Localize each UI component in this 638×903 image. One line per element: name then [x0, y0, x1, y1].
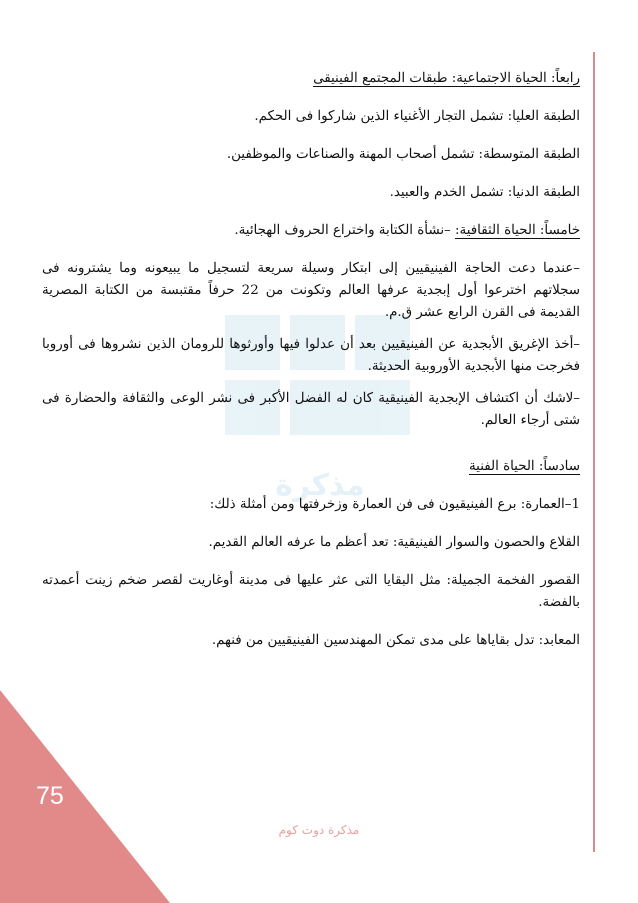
- section5-title: خامساً: الحياة الثقافية:: [455, 223, 580, 238]
- greeks-paragraph: –أخذ الإغريق الأبجدية عن الفينيقيين بعد أن عدلوا فيها وأورثوها للرومان الذين نشروها فى أوروبا فخرجت منها الأبجدية الأوروبية الحديثة.: [42, 337, 580, 374]
- palaces-paragraph: القصور الفخمة الجميلة: مثل البقايا التى عثر عليها فى مدينة أوغاريت لقصر ضخم زينت أعمدته بالفضة.: [42, 573, 580, 610]
- alphabet-paragraph: –لاشك أن اكتشاف الإبجدية الفينيقية كان له الفضل الأكبر فى نشر الوعى والثقافة والحضارة فى شتى أرجاء العالم.: [42, 391, 580, 428]
- architecture-item: 1–العمارة: برع الفينيقيون فى فن العمارة وزخرفتها ومن أمثلة ذلك:: [209, 497, 580, 512]
- page-number: 75: [36, 782, 64, 810]
- writing-paragraph: –عندما دعت الحاجة الفينيقيين إلى ابتكار وسيلة سريعة لتسجيل ما يبيعونه وما يشترونه فى سجلاتهم اخترعوا أول إبجدية عرفها العالم وتكونت من 22 حرفاً مقتبسة من الكتابة المصرية القديمة فى القرن الرابع عشر ق.م.: [42, 261, 581, 320]
- page-corner-decoration: [0, 690, 170, 903]
- footer-site-name: مذكرة دوت كوم: [278, 823, 360, 837]
- section5-heading: [42, 220, 580, 242]
- middle-class-line: الطبقة المتوسطة: تشمل أصحاب المهنة والصناعات والموظفين.: [226, 147, 580, 162]
- section4-title: رابعاً: الحياة الاجتماعية: طبقات المجتمع الفينيقى: [313, 71, 580, 86]
- castles-line: القلاع والحصون والسوار الفينيقية: تعد أعظم ما عرفه العالم القديم.: [208, 535, 580, 550]
- watermark-text: مذكرة: [275, 468, 365, 503]
- section6-title: سادساً: الحياة الفنية: [468, 459, 580, 474]
- section5-title-rest: –نشأة الكتابة واختراع الحروف الهجائية.: [234, 223, 455, 238]
- upper-class-line: الطبقة العليا: تشمل التجار الأغنياء الذين شاركوا فى الحكم.: [254, 109, 580, 124]
- temples-line: المعابد: تدل بقاياها على مدى تمكن المهندسين الفينيقيين من فنهم.: [211, 633, 580, 648]
- document-body: [42, 68, 580, 668]
- lower-class-line: الطبقة الدنيا: تشمل الخدم والعبيد.: [389, 185, 580, 200]
